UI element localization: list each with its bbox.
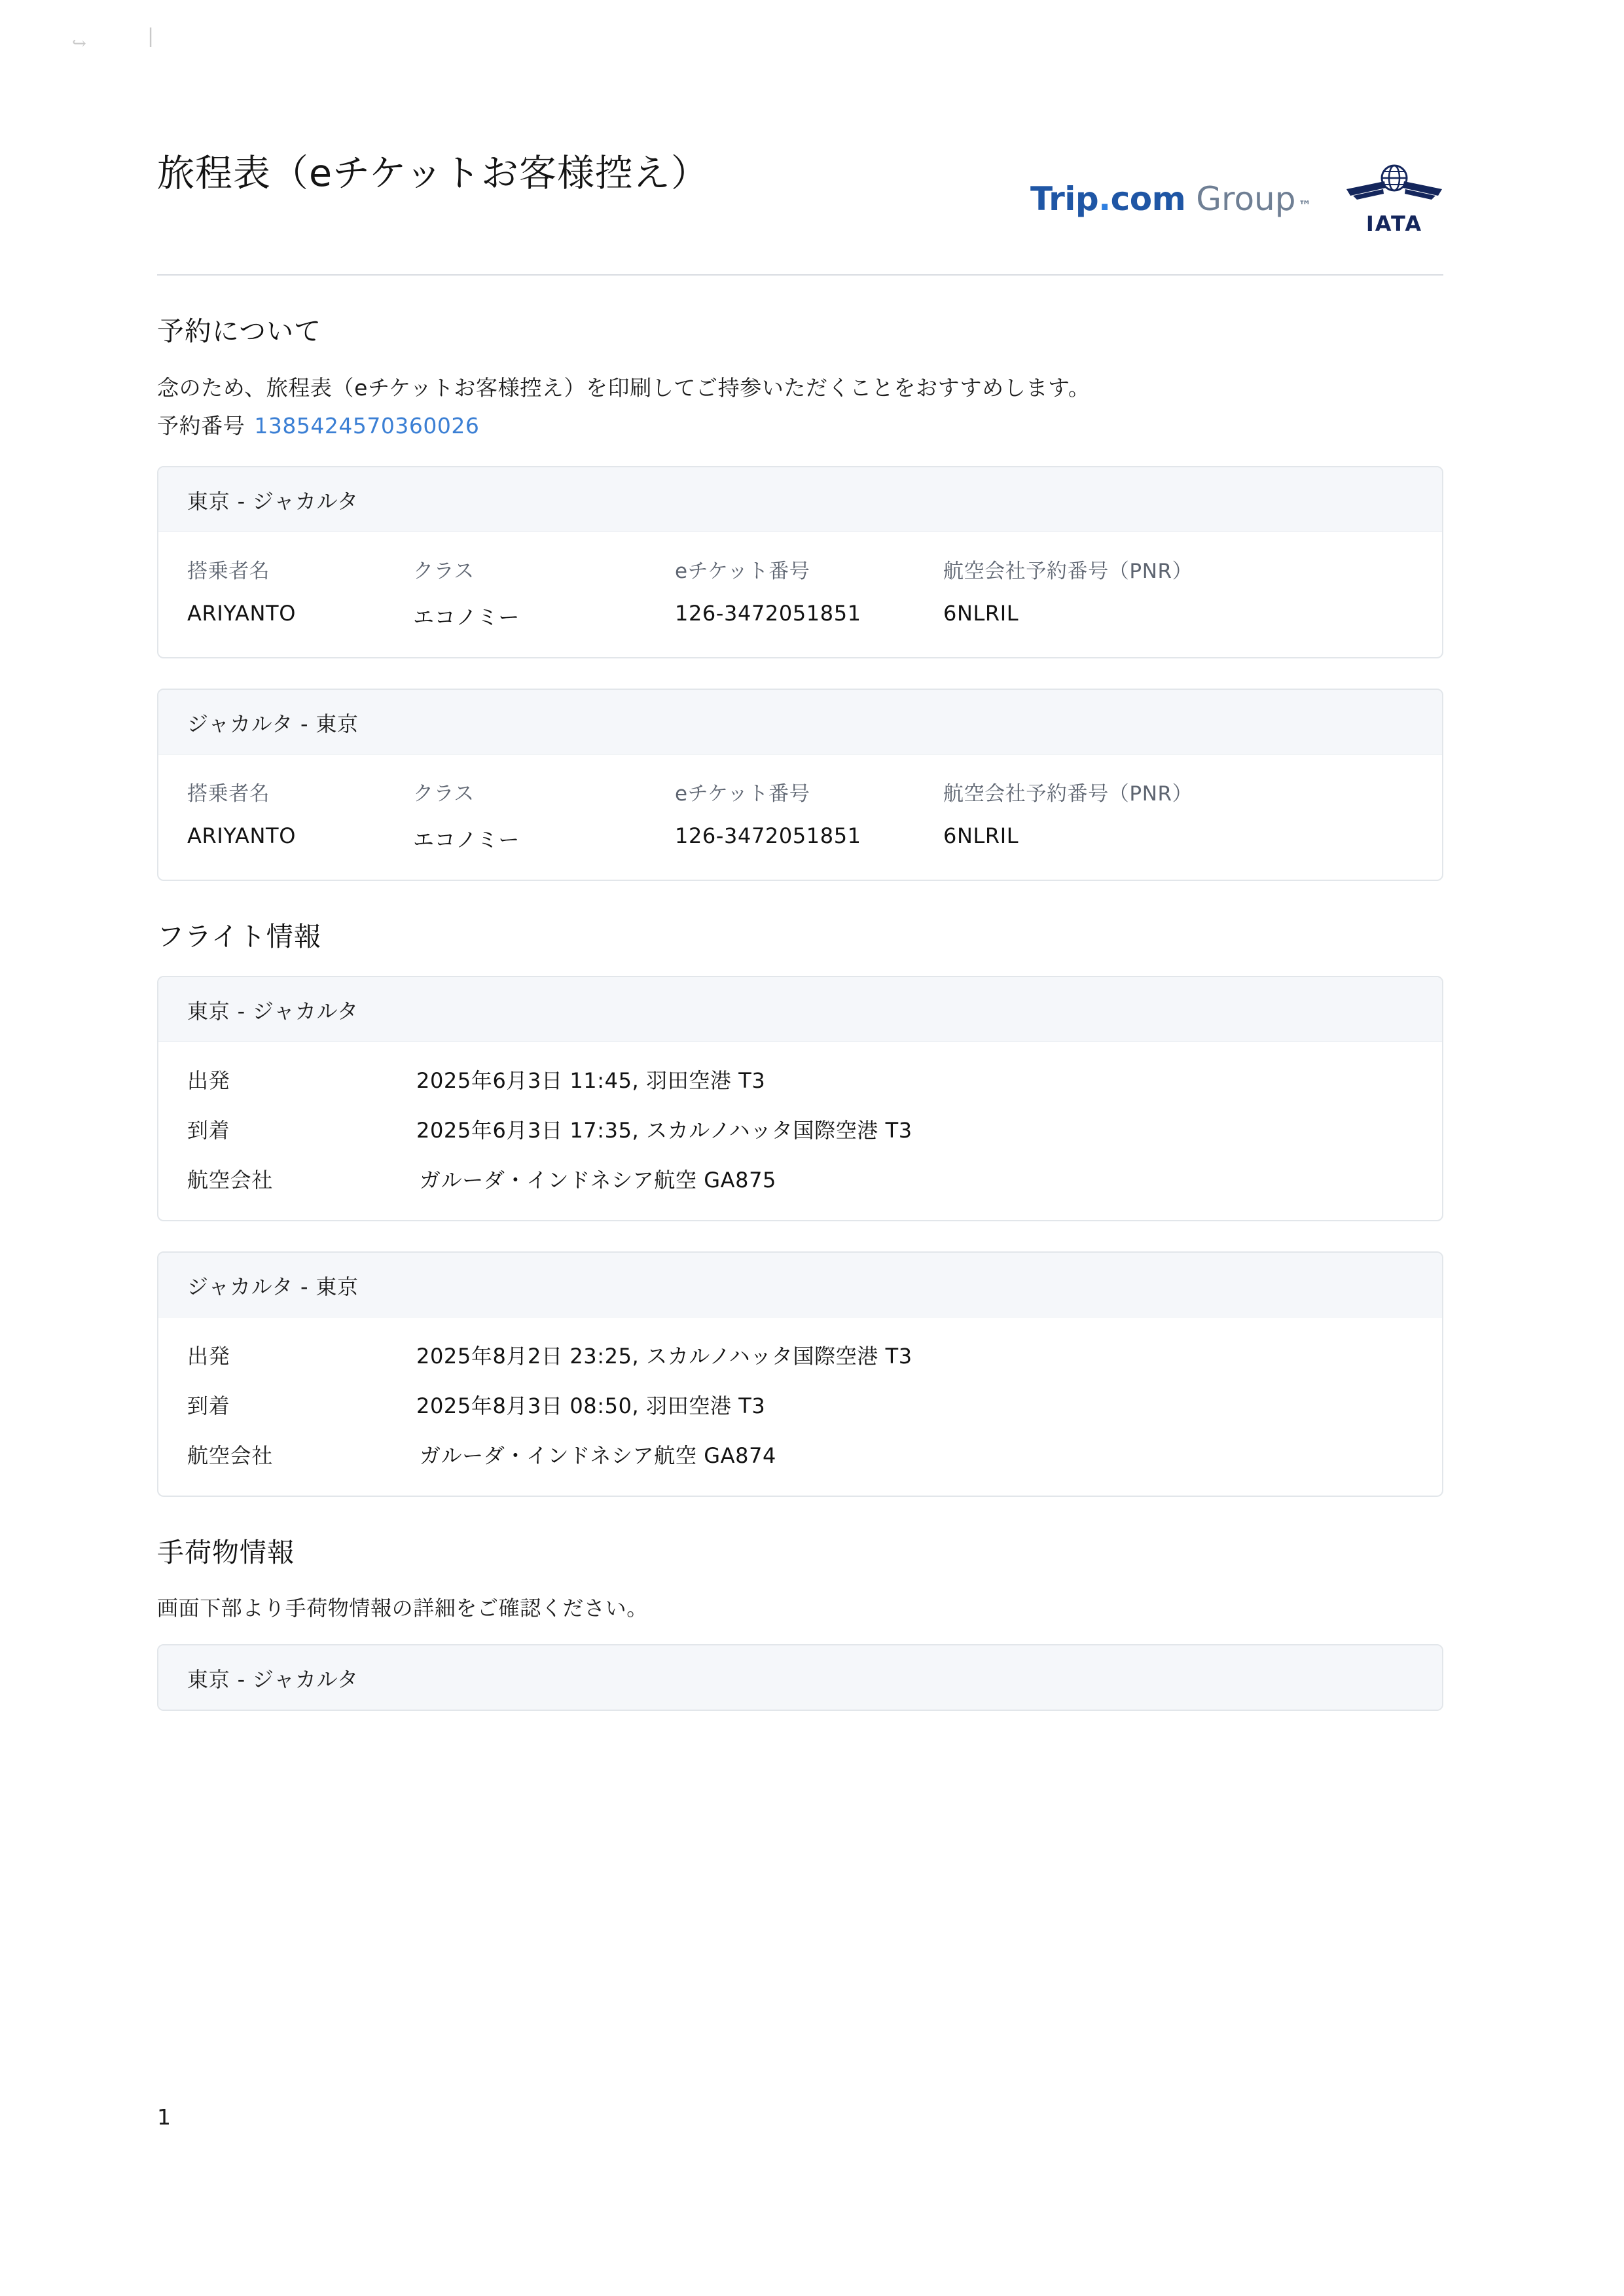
passenger-card bbox=[157, 466, 1443, 658]
flight-airline-label: 航空会社 bbox=[187, 1168, 274, 1193]
passenger-card bbox=[157, 689, 1443, 881]
flight-departure-label: 出発 bbox=[187, 1068, 230, 1094]
flight-departure-value: 2025年6月3日 11:45, 羽田空港 T3 bbox=[416, 1068, 766, 1094]
flight-departure-label: 出発 bbox=[187, 1344, 230, 1369]
logo-com-text: com bbox=[1110, 180, 1186, 218]
baggage-card bbox=[157, 1644, 1443, 1711]
cell-eticket-number: 126-3472051851 bbox=[675, 601, 861, 626]
flight-arrival-row bbox=[187, 1390, 1413, 1420]
logo-trademark: ™ bbox=[1298, 198, 1311, 213]
flight-card-body bbox=[158, 1318, 1442, 1496]
flight-departure-row bbox=[187, 1064, 1413, 1094]
column-header-eticket: eチケット番号 bbox=[675, 782, 810, 806]
flight-card-route: 東京 - ジャカルタ bbox=[158, 977, 1442, 1042]
flight-card bbox=[157, 976, 1443, 1221]
page-title: 旅程表（eチケットお客様控え） bbox=[157, 152, 709, 195]
logo-dot: . bbox=[1098, 180, 1111, 218]
passenger-table bbox=[187, 777, 1413, 853]
column-header-class: クラス bbox=[413, 560, 475, 584]
flight-airline-value: ガルーダ・インドネシア航空 GA875 bbox=[420, 1168, 777, 1193]
iata-logo bbox=[1345, 162, 1443, 236]
baggage-note: 画面下部より手荷物情報の詳細をご確認ください。 bbox=[157, 1596, 648, 1621]
baggage-section-heading: 手荷物情報 bbox=[157, 1537, 295, 1569]
flight-arrival-label: 到着 bbox=[187, 1393, 230, 1419]
flight-arrival-label: 到着 bbox=[187, 1118, 230, 1143]
flight-card-body bbox=[158, 1042, 1442, 1220]
cell-pnr: 6NLRIL bbox=[943, 823, 1019, 849]
scan-artifact: ↪ bbox=[72, 34, 86, 54]
logo-group-text: Group bbox=[1196, 180, 1296, 218]
flight-airline-row bbox=[187, 1439, 1413, 1469]
passenger-card-route: 東京 - ジャカルタ bbox=[158, 467, 1442, 532]
column-header-pnr: 航空会社予約番号（PNR） bbox=[943, 560, 1193, 584]
document-header bbox=[157, 147, 1443, 236]
tripcom-group-logo bbox=[1030, 180, 1311, 218]
scan-artifact: | bbox=[147, 25, 154, 48]
flight-arrival-row bbox=[187, 1114, 1413, 1144]
passenger-card-body bbox=[158, 532, 1442, 657]
flight-card-route: ジャカルタ - 東京 bbox=[158, 1253, 1442, 1318]
flight-card bbox=[157, 1251, 1443, 1497]
brand-block bbox=[1030, 162, 1443, 236]
booking-number-label: 予約番号 bbox=[157, 413, 245, 439]
cell-class: エコノミー bbox=[413, 827, 520, 853]
column-header-passenger: 搭乗者名 bbox=[187, 782, 270, 806]
cell-eticket-number: 126-3472051851 bbox=[675, 823, 861, 849]
document-content bbox=[157, 147, 1443, 1711]
booking-note: 念のため、旅程表（eチケットお客様控え）を印刷してご持参いただくことをおすすめします。 bbox=[157, 375, 1091, 401]
booking-number-value: 1385424570360026 bbox=[254, 413, 480, 439]
flight-airline-label: 航空会社 bbox=[187, 1443, 274, 1469]
flight-section-heading: フライト情報 bbox=[157, 921, 321, 953]
logo-trip-text: Trip bbox=[1030, 180, 1099, 218]
cell-pnr: 6NLRIL bbox=[943, 601, 1019, 626]
column-header-pnr: 航空会社予約番号（PNR） bbox=[943, 782, 1193, 806]
passenger-card-route: ジャカルタ - 東京 bbox=[158, 690, 1442, 755]
flight-departure-value: 2025年8月2日 23:25, スカルノハッタ国際空港 T3 bbox=[416, 1344, 912, 1369]
flight-arrival-value: 2025年8月3日 08:50, 羽田空港 T3 bbox=[416, 1393, 766, 1419]
iata-wings-icon bbox=[1345, 162, 1443, 210]
booking-section-heading: 予約について bbox=[157, 315, 322, 347]
flight-airline-value: ガルーダ・インドネシア航空 GA874 bbox=[420, 1443, 777, 1469]
iata-label: IATA bbox=[1365, 211, 1423, 236]
column-header-class: クラス bbox=[413, 782, 475, 806]
passenger-card-body bbox=[158, 755, 1442, 880]
flight-airline-row bbox=[187, 1164, 1413, 1194]
header-divider bbox=[157, 274, 1443, 276]
page-number: 1 bbox=[157, 2104, 171, 2130]
passenger-table bbox=[187, 554, 1413, 631]
cell-passenger-name: ARIYANTO bbox=[187, 601, 296, 626]
cell-passenger-name: ARIYANTO bbox=[187, 823, 296, 849]
baggage-card-route: 東京 - ジャカルタ bbox=[158, 1645, 1442, 1710]
booking-number-line bbox=[157, 409, 1443, 440]
flight-departure-row bbox=[187, 1340, 1413, 1370]
flight-arrival-value: 2025年6月3日 17:35, スカルノハッタ国際空港 T3 bbox=[416, 1118, 912, 1143]
cell-class: エコノミー bbox=[413, 605, 520, 630]
column-header-passenger: 搭乗者名 bbox=[187, 560, 270, 584]
column-header-eticket: eチケット番号 bbox=[675, 560, 810, 584]
